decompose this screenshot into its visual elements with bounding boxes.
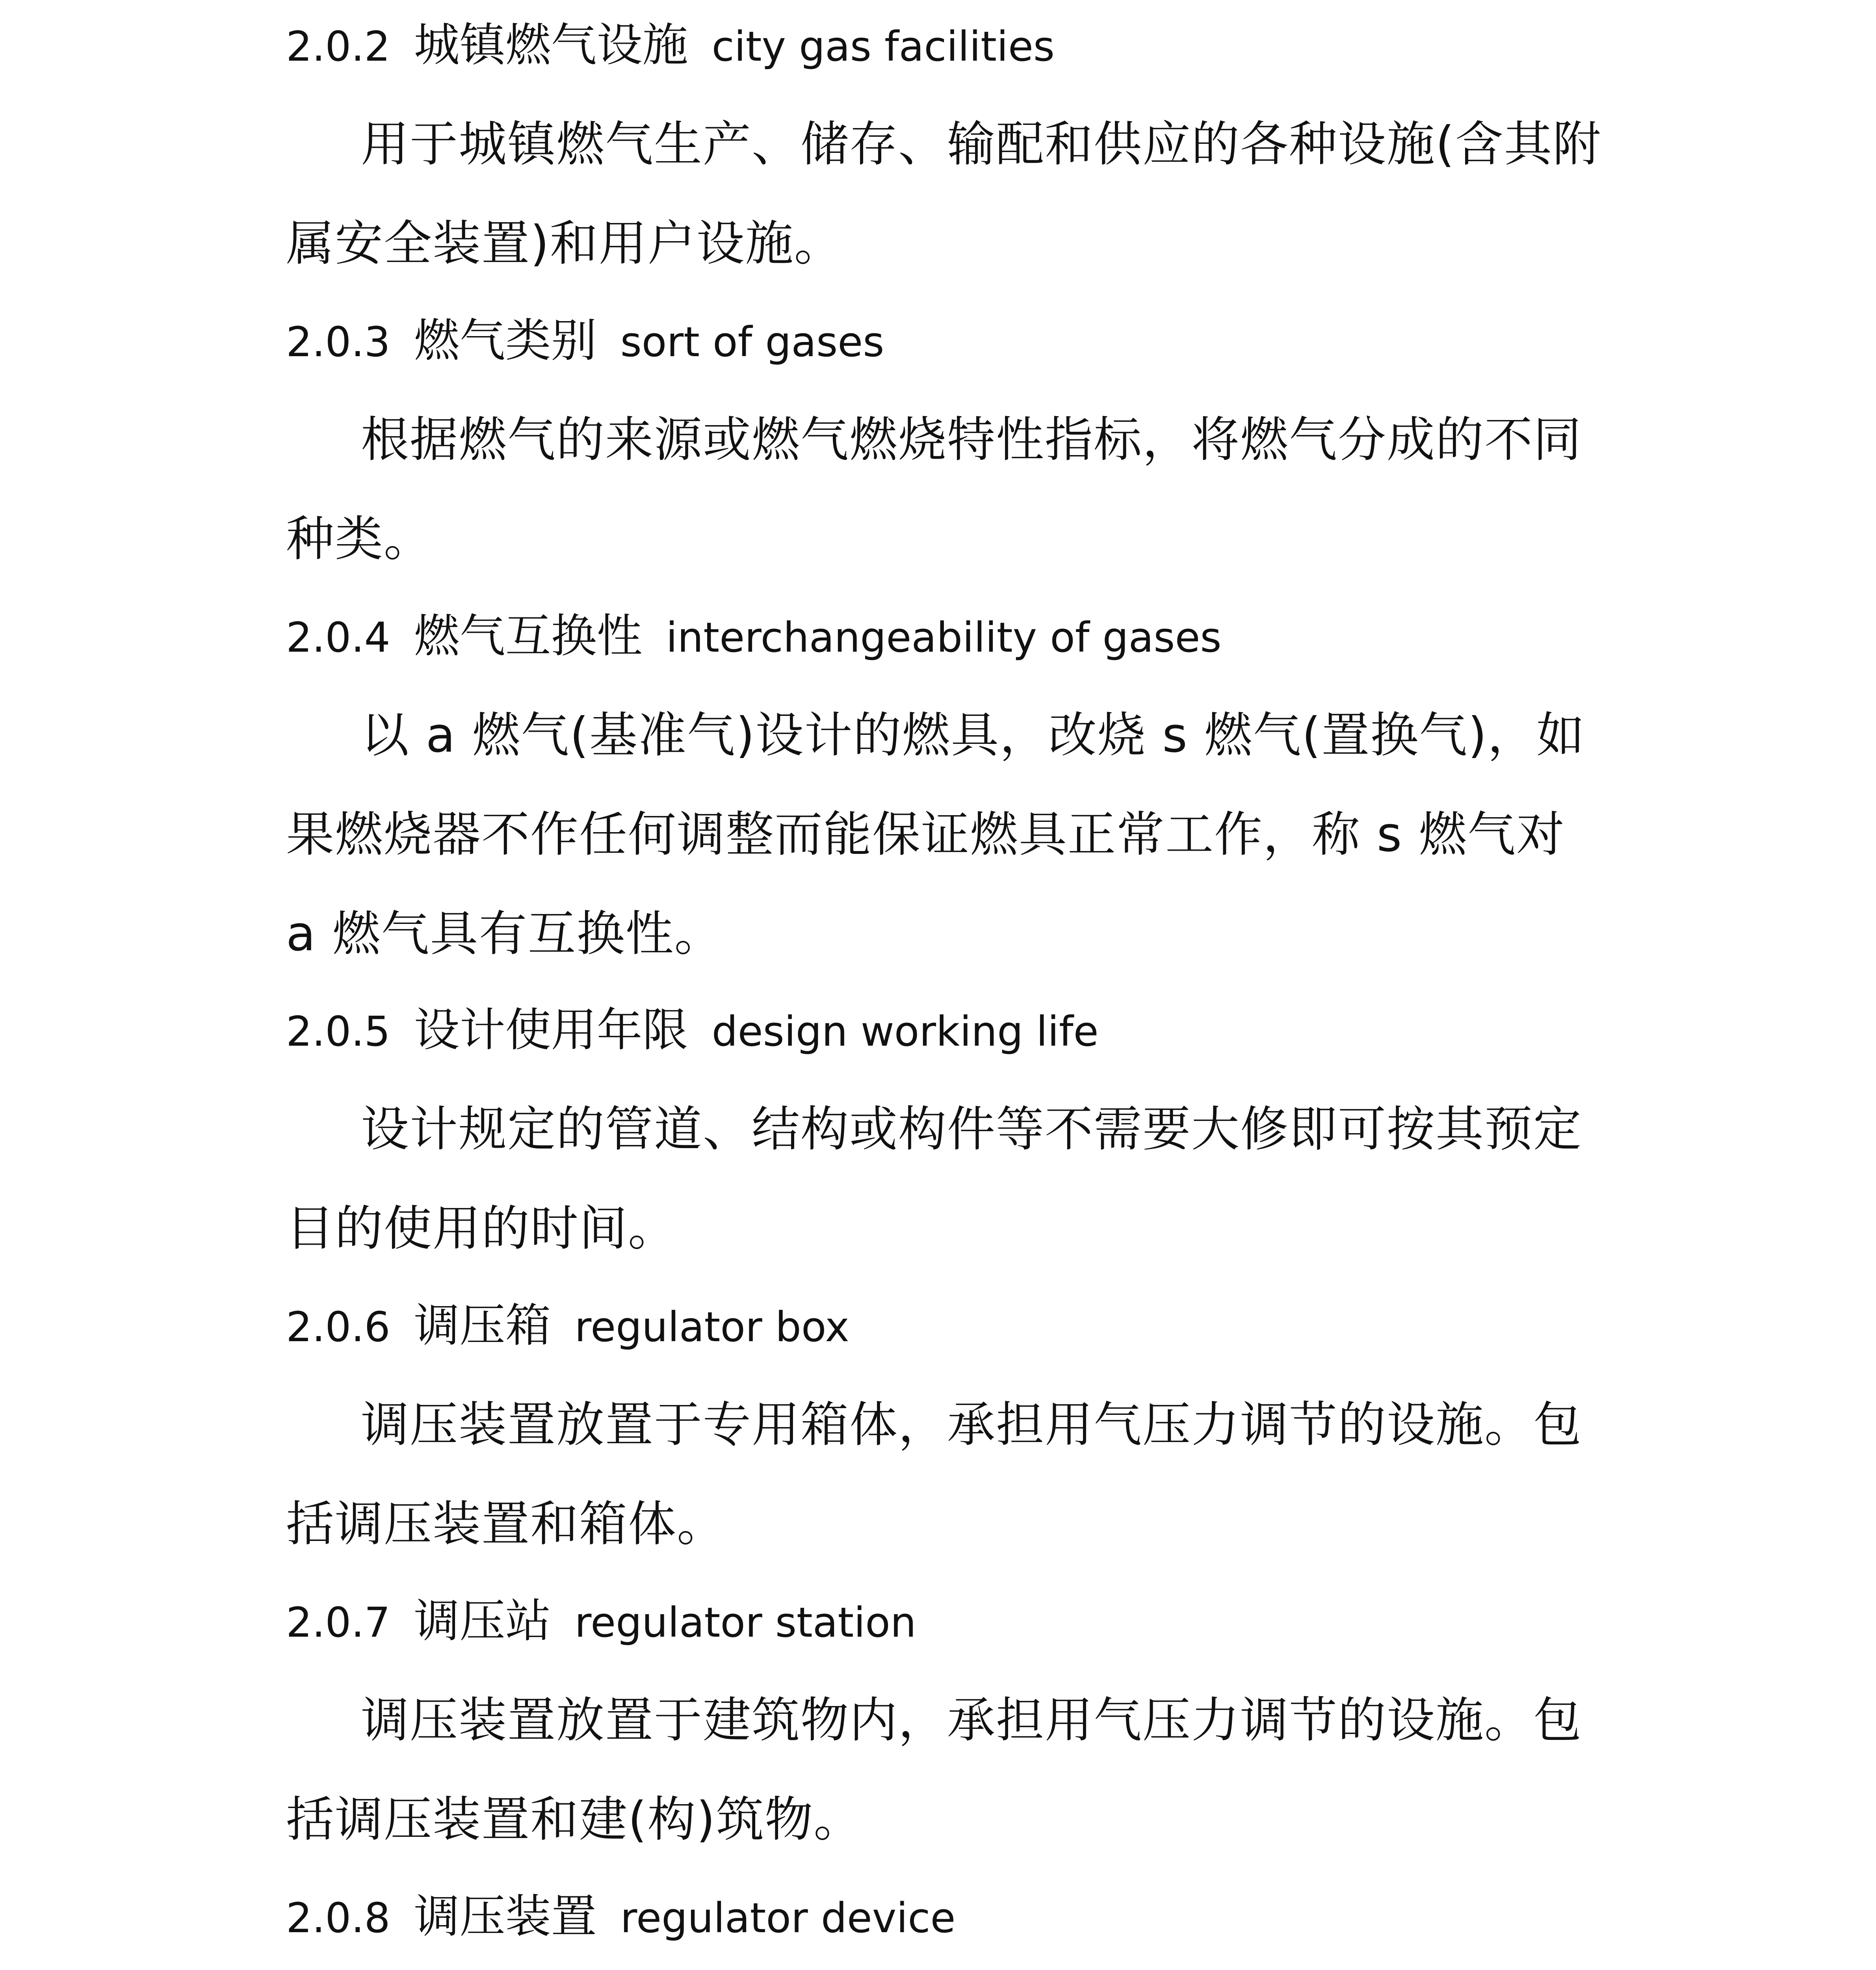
term-heading	[286, 16, 1055, 76]
term-chinese: 设计使用年限	[414, 1004, 688, 1057]
term-heading	[286, 1001, 1099, 1061]
term-definition: 以 a 燃气(基准气)设计的燃具，改烧 s 燃气(置换气)，如果燃烧器不作任何调整而能保证燃具正常工作，称 s 燃气对 a 燃气具有互换性。	[286, 707, 1585, 962]
term-english: regulator box	[574, 1303, 849, 1351]
term-number: 2.0.2	[286, 22, 390, 71]
term-number: 2.0.3	[286, 318, 390, 366]
term-definition: 设计规定的管道、结构或构件等不需要大修即可按其预定目的使用的时间。	[286, 1101, 1582, 1256]
term-english: regulator station	[574, 1598, 916, 1647]
term-heading	[286, 1887, 955, 1948]
term-heading	[286, 1592, 916, 1652]
term-heading	[286, 1296, 849, 1357]
term-chinese: 调压站	[414, 1595, 551, 1648]
term-number: 2.0.6	[286, 1303, 390, 1351]
term-number: 2.0.8	[286, 1894, 390, 1942]
term-english: interchangeability of gases	[666, 613, 1222, 662]
term-chinese: 调压装置	[414, 1890, 597, 1943]
term-definition: 用于城镇燃气生产、储存、输配和供应的各种设施(含其附属安全装置)和用户设施。	[286, 116, 1602, 271]
term-english: regulator device	[620, 1894, 956, 1942]
term-chinese: 调压箱	[414, 1299, 551, 1352]
term-definition: 根据燃气的来源或燃气燃烧特性指标，将燃气分成的不同种类。	[286, 412, 1582, 567]
term-number: 2.0.7	[286, 1598, 390, 1647]
term-chinese: 燃气类别	[414, 314, 597, 367]
term-definition: 调压装置放置于建筑物内，承担用气压力调节的设施。包括调压装置和建(构)筑物。	[286, 1692, 1582, 1847]
term-english: sort of gases	[620, 318, 884, 366]
term-definition: 调压装置放置于专用箱体，承担用气压力调节的设施。包括调压装置和箱体。	[286, 1397, 1582, 1552]
term-number: 2.0.5	[286, 1007, 390, 1056]
term-english: design working life	[711, 1007, 1099, 1056]
term-chinese: 燃气互换性	[414, 610, 643, 663]
term-heading	[286, 607, 1222, 667]
term-english: city gas facilities	[711, 22, 1055, 71]
term-chinese: 城镇燃气设施	[414, 19, 688, 72]
term-heading	[286, 311, 884, 372]
term-definition	[286, 1966, 1602, 1970]
term-number: 2.0.4	[286, 613, 390, 662]
